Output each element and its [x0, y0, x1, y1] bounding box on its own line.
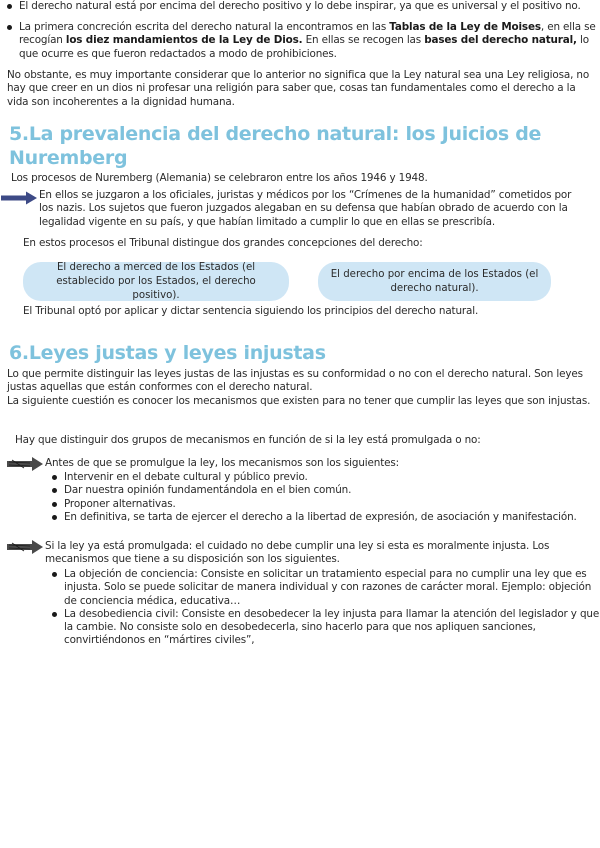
section-6-paragraph-1: Lo que permite distinguir las leyes justas de las injustas es su conformidad o no con el derecho natural. Son leyes justas aquellas que están conformes con el derecho natural. — [7, 368, 583, 394]
list-item: Intervenir en el debate cultural y público previo. — [52, 471, 592, 484]
arrow-right-icon — [0, 190, 38, 206]
list-item: La objeción de conciencia: Consiste en solicitar un tratamiento especial para no cumplir una ley que es injusta. Solo se puede solicitar de manera individual y con razones de carácter moral. Ejemplo: objeción de conciencia médica, educativa… — [52, 568, 600, 608]
before-promulgation-lead: Antes de que se promulgue la ley, los mecanismos son los siguientes: — [45, 457, 399, 469]
list-item: En definitiva, se tarta de ejercer el derecho a la libertad de expresión, de asociación y manifestación. — [52, 511, 592, 524]
section-5-heading: 5.La prevalencia del derecho natural: los Juicios de Nuremberg — [9, 123, 542, 169]
list-item: Proponer alternativas. — [52, 498, 592, 511]
before-promulgation-list — [52, 471, 592, 524]
section-5-verdict: El Tribunal optó por aplicar y dictar sentencia siguiendo los principios del derecho natural. — [23, 305, 479, 317]
concept-box-positive-law: El derecho a merced de los Estados (el establecido por los Estados, el derecho positivo). — [23, 262, 289, 301]
after-promulgation-list — [52, 568, 600, 648]
bullet-dot — [7, 4, 12, 9]
section-5-intro: Los procesos de Nuremberg (Alemania) se celebraron entre los años 1946 y 1948. — [11, 172, 428, 184]
concept-box-natural-law: El derecho por encima de los Estados (el derecho natural). — [318, 262, 551, 301]
section-6-heading: 6.Leyes justas y leyes injustas — [9, 342, 326, 364]
section-5-concepts-intro: En estos procesos el Tribunal distingue dos grandes concepciones del derecho: — [23, 237, 423, 249]
intro-bullet-2: La primera concreción escrita del derecho natural la encontramos en las Tablas de la Ley de Moises, en ella se recogían los diez mandamientos de la Ley de Dios. En ellas se recogen las bases del derecho natural, lo que ocurre es que fueron redactados a modo de prohibiciones. — [7, 21, 600, 61]
after-promulgation-lead: Si la ley ya está promulgada: el cuidado no debe cumplir una ley si esta es moralmente injusta. Los mecanismos que tiene a su disposición son los siguientes. — [45, 540, 550, 566]
intro-bullet-1: El derecho natural está por encima del derecho positivo y lo debe inspirar, ya que es universal y el positivo no. — [7, 0, 600, 13]
bullet-dot — [7, 25, 12, 30]
section-5-arrow-text: En ellos se juzgaron a los oficiales, juristas y médicos por los “Crímenes de la humanidad” cometidos por los nazis. Los sujetos que fueron juzgados alegaban en su defensa que habían obrado de acuerdo con la legalidad vigente en su país, y que habían limitado a cumplir lo que en ellas se prescribía. — [39, 189, 572, 228]
list-item: La desobediencia civil: Consiste en desobedecer la ley injusta para llamar la atención del legislador y que la cambie. No consiste solo en desobedecerla, sino hacerlo para que nos apliquen sanciones, convirtiéndonos en “mártires civiles”, — [52, 608, 600, 648]
arrow-right-icon — [6, 456, 44, 472]
section-6-paragraph-2: La siguiente cuestión es conocer los mecanismos que existen para no tener que cumplir las leyes que son injustas. — [7, 395, 591, 407]
arrow-right-icon — [6, 539, 44, 555]
section-6-paragraph-3: Hay que distinguir dos grupos de mecanismos en función de si la ley está promulgada o no: — [15, 434, 481, 446]
list-item: Dar nuestra opinión fundamentándola en el bien común. — [52, 484, 592, 497]
intro-paragraph: No obstante, es muy importante considerar que lo anterior no significa que la Ley natural sea una Ley religiosa, no hay que creer en un dios ni profesar una religión para saber que, cosas tan fundamentales como el derecho a la vida son incoherentes a la dignidad humana. — [7, 69, 590, 108]
